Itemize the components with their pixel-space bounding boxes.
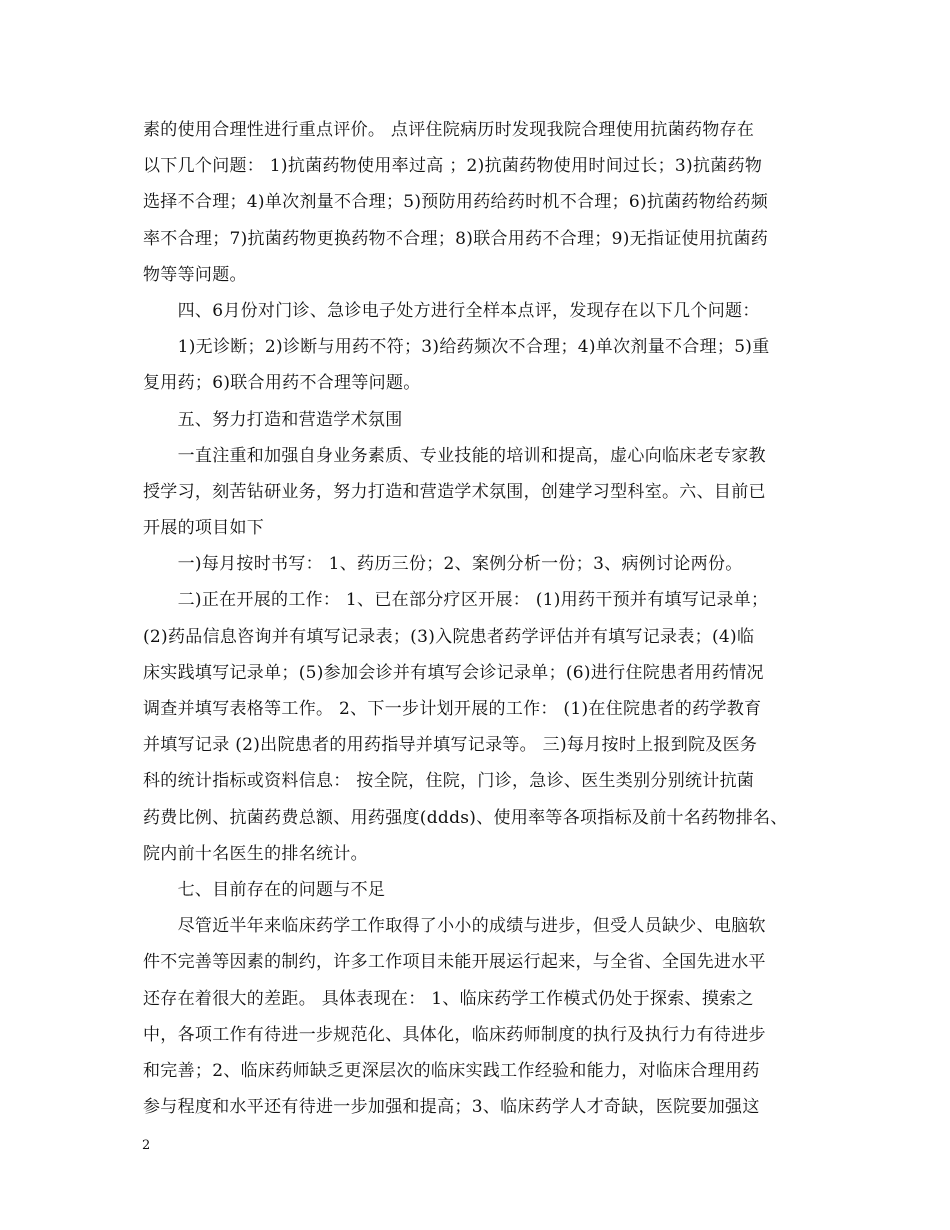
text-line: 率不合理；7)抗菌药物更换药物不合理；8)联合用药不合理；9)无指证使用抗菌药: [143, 228, 769, 249]
text-line: 尽管近半年来临床药学工作取得了小小的成绩与进步，但受人员缺少、电脑软: [143, 916, 766, 937]
document-body: [143, 112, 823, 1125]
page-number: 2: [142, 1138, 151, 1153]
text-line: 院内前十名医生的排名统计。: [143, 843, 368, 864]
text-line: 调查并填写表格等工作。 2、下一步计划开展的工作： (1)在住院患者的药学教育: [143, 699, 762, 719]
text-line: 和完善；2、临床药师缺乏更深层次的临床实践工作经验和能力，对临床合理用药: [143, 1060, 760, 1081]
text-line: 复用药；6)联合用药不合理等问题。: [143, 373, 421, 394]
text-line: 七、目前存在的问题与不足: [143, 879, 386, 900]
text-line: 二)正在开展的工作： 1、已在部分疗区开展： (1)用药干预并有填写记录单；: [143, 590, 769, 611]
text-line: 开展的项目如下: [143, 518, 265, 539]
text-line: 件不完善等因素的制约，许多工作项目未能开展运行起来，与全省、全国先进水平: [143, 952, 766, 973]
text-line: (2)药品信息咨询并有填写记录表；(3)入院患者药学评估并有填写记录表；(4)临: [143, 626, 755, 647]
text-line: 1)无诊断；2)诊断与用药不符；3)给药频次不合理；4)单次剂量不合理；5)重: [143, 337, 770, 358]
text-line: 药费比例、抗菌药费总额、用药强度(ddds)、使用率等各项指标及前十名药物排名、: [143, 807, 788, 828]
text-line: 中，各项工作有待进一步规范化、具体化，临床药师制度的执行及执行力有待进步: [143, 1024, 766, 1045]
text-line: 素的使用合理性进行重点评价。 点评住院病历时发现我院合理使用抗菌药物存在: [143, 120, 755, 140]
text-line: 物等等问题。: [143, 264, 247, 285]
text-line: 五、努力打造和营造学术氛围: [143, 409, 403, 430]
text-line: 还存在着很大的差距。 具体表现在： 1、临床药学工作模式仍处于探索、摸索之: [143, 988, 754, 1009]
text-line: 床实践填写记录单；(5)参加会诊并有填写会诊记录单；(6)进行住院患者用药情况: [143, 662, 764, 683]
text-line: 四、6月份对门诊、急诊电子处方进行全样本点评，发现存在以下几个问题：: [143, 300, 760, 321]
text-line: 参与程度和水平还有待进一步加强和提高；3、临床药学人才奇缺，医院要加强这: [143, 1097, 760, 1118]
text-line: 授学习，刻苦钻研业务，努力打造和营造学术氛围，创建学习型科室。六、目前已: [143, 481, 766, 502]
text-line: 一直注重和加强自身业务素质、专业技能的培训和提高，虚心向临床老专家教: [143, 445, 766, 466]
text-line: 一)每月按时书写： 1、药历三份；2、案例分析一份；3、病例讨论两份。: [143, 554, 743, 575]
text-line: 并填写记录 (2)出院患者的用药指导并填写记录等。 三)每月按时上报到院及医务: [143, 735, 758, 756]
text-line: 以下几个问题： 1)抗菌药物使用率过高 ；2)抗菌药物使用时间过长；3)抗菌药物: [143, 156, 763, 177]
text-line: 科的统计指标或资料信息： 按全院，住院，门诊，急诊、医生类别分别统计抗菌: [143, 771, 755, 792]
text-line: 选择不合理；4)单次剂量不合理；5)预防用药给药时机不合理；6)抗菌药物给药频: [143, 192, 769, 213]
